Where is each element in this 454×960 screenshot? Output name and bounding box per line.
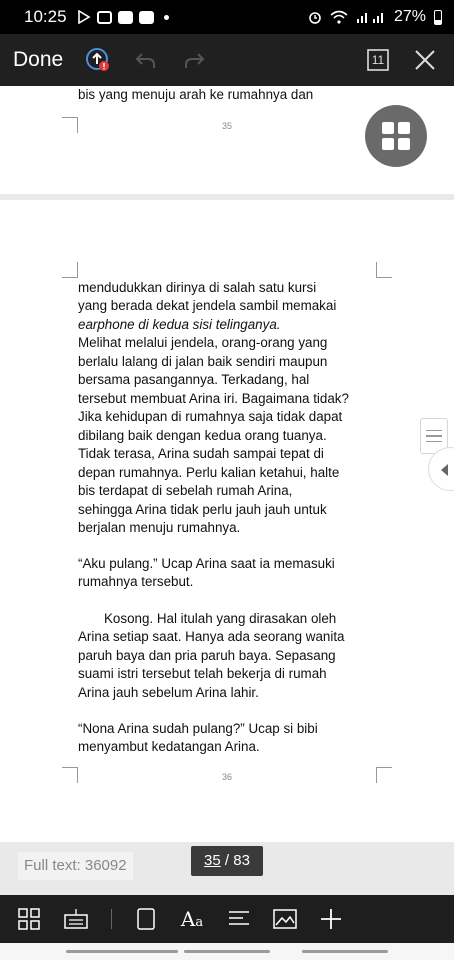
page-layout-button[interactable] [134,907,158,931]
text-line: bis terdapat di sebelah rumah Arina, [78,483,293,498]
page-layout-icon [136,907,156,931]
keyboard-button[interactable] [64,907,88,931]
crop-mark [62,262,78,278]
text-line: earphone di kedua sisi telinganya. [78,317,281,332]
text-line: menyambut kedatangan Arina. [78,739,260,754]
image-button[interactable] [273,907,297,931]
notification-icons [77,10,169,24]
text-line: sehingga Arina tidak perlu jauh jauh untuk [78,502,327,517]
text-line: Tidak terasa, Arina sudah sampai tepat di [78,446,324,461]
text-line: yang berada dekat jendela sambil memakai [78,298,337,313]
add-icon [320,908,342,930]
save-icon [84,46,112,74]
total-pages: 83 [233,852,250,869]
save-button[interactable] [84,46,112,74]
text-line: depan rumahnya. Perlu kalian ketahui, halte [78,465,340,480]
text-line: suami istri tersebut telah bekerja di rumah [78,666,327,681]
page-36 [0,200,454,842]
nav-back-gesture[interactable] [66,950,178,953]
grid-icon [382,122,410,150]
undo-button[interactable] [132,46,160,74]
add-button[interactable] [319,907,343,931]
crop-mark [376,262,392,278]
nav-home-gesture[interactable] [184,950,270,953]
more-notifications-icon [164,15,169,20]
text-line: Kosong. Hal itulah yang dirasakan oleh [104,611,337,626]
text-line: rumahnya tersebut. [78,574,194,589]
page-number: 35 [221,121,232,131]
text-line: dibilang baik dengan kedua orang tuanya. [78,428,327,443]
status-bar [0,0,454,34]
redo-button[interactable] [180,46,208,74]
text-line: mendudukkan dirinya di salah satu kursi [78,280,317,295]
top-toolbar [0,34,454,86]
text-line: berjalan menuju rumahnya. [78,520,241,535]
battery-percent: 27% [393,8,426,25]
undo-icon [134,48,158,72]
text-line: bis yang menuju arah ke rumahnya dan [78,87,314,102]
text-line: “Aku pulang.” Ucap Arina saat ia memasuki [78,556,335,571]
text-line: berlalu lalang di jalan baik sendiri maupun [78,354,328,369]
font-icon: Aa [180,907,204,931]
signal-icon [356,10,386,24]
text-line: Jika kehidupan di rumahnya saja tidak dapat [78,409,343,424]
system-nav-bar [0,943,454,960]
nav-recents-gesture[interactable] [302,950,388,953]
font-button[interactable] [180,907,204,931]
view-mode-button[interactable] [365,105,427,167]
image-icon [273,908,297,930]
document-view[interactable] [0,86,454,846]
status-time: 10:25 [24,7,67,26]
text-line: Arina jauh sebelum Arina lahir. [78,685,259,700]
full-text-count: Full text: 36092 [18,852,133,880]
youtube-icon [139,11,154,24]
text-line: tersebut membuat Arina iri. Bagaimana tidak? [78,391,349,406]
youtube-icon [118,11,133,24]
current-page: 35 [204,852,221,869]
thumbnails-icon [18,908,40,930]
done-button[interactable]: Done [13,48,64,71]
bottom-toolbar [0,895,454,943]
text-line: bersama pasangannya. Terkadang, hal [78,372,310,387]
instagram-icon [97,11,112,24]
text-line: Melihat melalui jendela, orang-orang yang [78,335,328,350]
page-count-badge: 11 [371,53,385,67]
page-separator: / [220,852,234,869]
page-indicator[interactable] [191,846,263,876]
page-number: 36 [221,772,232,782]
wifi-icon [330,10,348,24]
text-line: Arina setiap saat. Hanya ada seorang wanita [78,629,345,644]
page-count-button[interactable] [364,46,392,74]
paragraph-button[interactable] [227,907,251,931]
thumbnails-button[interactable] [17,907,41,931]
toolbar-divider [111,909,112,929]
play-store-icon [77,10,91,24]
close-button[interactable] [411,46,439,74]
text-line: paruh baya dan pria paruh baya. Sepasang [78,648,336,663]
alarm-icon [308,10,322,24]
close-icon [413,48,437,72]
redo-icon [182,48,206,72]
paragraph-icon [228,909,250,929]
text-line: “Nona Arina sudah pulang?” Ucap si bibi [78,721,318,736]
battery-icon [434,10,442,25]
keyboard-icon [64,908,88,930]
